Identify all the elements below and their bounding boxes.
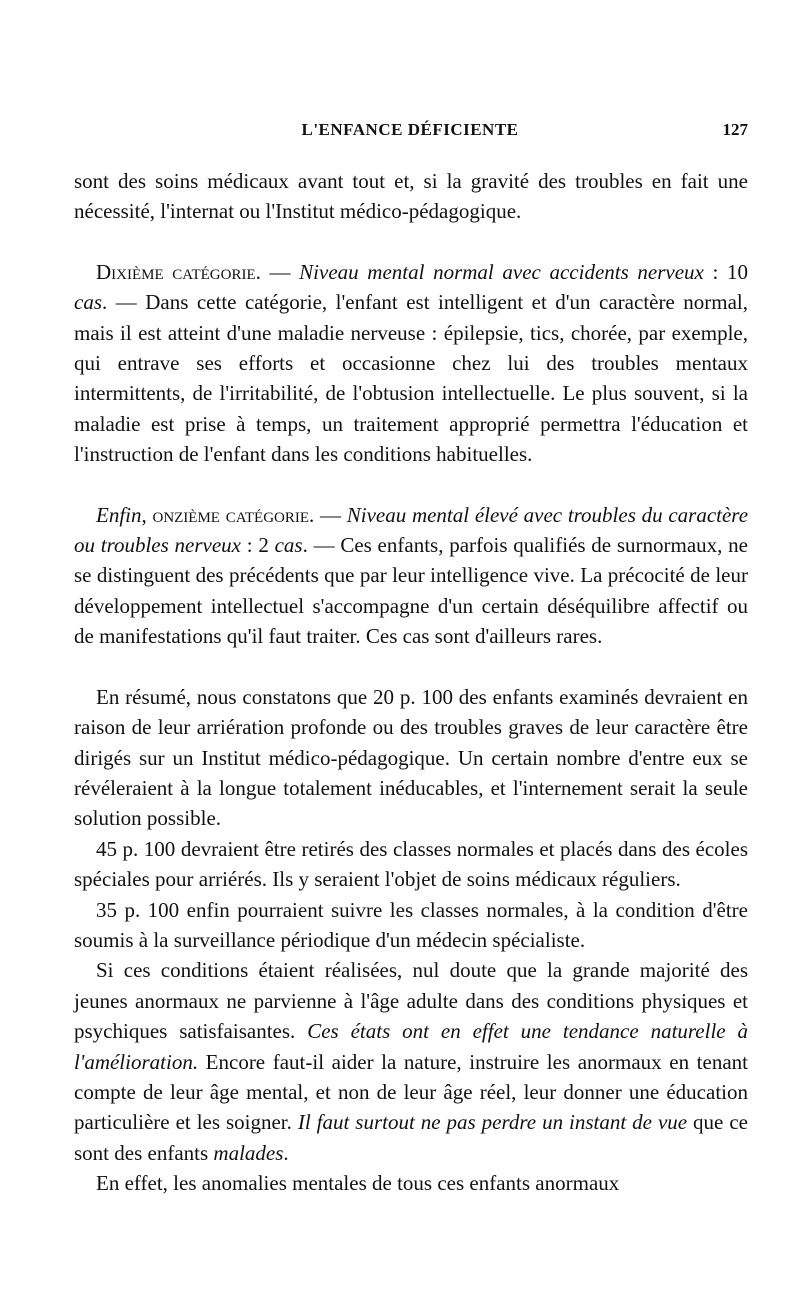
- paragraph-eleventh-category: [74, 500, 748, 652]
- text-run: . — Ces enfants, parfois qualifiés de surnormaux, ne se distinguent des précédents que par leur intelligence vive. La précocité de leur développement intellectuel s'accompagne d'un certain déséquilibre affectif ou de manifestations qu'il faut traiter. Ces cas sont d'ailleurs rares.: [74, 533, 748, 649]
- body-text: [74, 166, 748, 1199]
- text-run: : 10: [703, 259, 749, 284]
- text-run: .: [283, 1140, 289, 1165]
- text-run: ,: [141, 502, 153, 527]
- text-run: cas: [74, 290, 102, 315]
- page-header: [72, 118, 748, 146]
- text-run: Encore faut-il aider la nature, instruire les anormaux en tenant compte de leur âge mental, et non de leur âge réel, leur donner une éducation particulière et les soigner.: [74, 1049, 748, 1135]
- paragraph-en-effet: [74, 1168, 748, 1198]
- text-run: onzième catégorie: [152, 502, 310, 527]
- text-run: . —: [309, 502, 347, 527]
- paragraph-conditions: [74, 955, 748, 1168]
- text-run: Ces états ont en effet une tendance naturelle à l'amélioration.: [74, 1019, 749, 1074]
- paragraph-summary: [74, 682, 748, 834]
- text-run: . — Dans cette catégorie, l'enfant est intelligent et d'un caractère normal, mais il est atteint d'une maladie nerveuse : épilepsie, tics, chorée, par exemple, qui entrave ses efforts et occasionne chez lui des troubles mentaux intermittents, de l'irritabilité, de l'obtusion intellectuelle. Le plus souvent, si la maladie est prise à temps, un traitement approprié permettra l'éducation et l'instruction de l'enfant dans les conditions habituelles.: [74, 290, 748, 467]
- paragraph-35-percent: [74, 895, 748, 956]
- text-run: Si ces conditions étaient réalisées, nul doute que la grande majorité des jeunes anormaux ne parvienne à l'âge adulte dans des conditions physiques et psychiques satisfaisantes.: [74, 958, 748, 1044]
- text-run: 45 p. 100 devraient être retirés des classes normales et placés dans des écoles spéciales pour arriérés. Ils y seraient l'objet de soins médicaux réguliers.: [74, 836, 748, 892]
- paragraph-continuation: [74, 166, 748, 227]
- text-run: Dixième catégorie: [96, 259, 256, 284]
- paragraph-45-percent: [74, 834, 748, 895]
- text-run: Enfin: [96, 502, 142, 527]
- text-run: Niveau mental élevé avec troubles du caractère ou troubles nerveux: [74, 502, 749, 558]
- text-run: 35 p. 100 enfin pourraient suivre les classes normales, à la condition d'être soumis à la surveillance périodique d'un médecin spécialiste.: [74, 897, 748, 952]
- text-run: malades: [213, 1140, 284, 1165]
- text-run: : 2: [241, 533, 275, 558]
- text-run: Il faut surtout ne pas perdre un instant de vue: [297, 1110, 688, 1135]
- page-number: 127: [722, 120, 748, 139]
- text-run: En effet, les anomalies mentales de tous ces enfants anormaux: [96, 1171, 620, 1196]
- running-title: L'ENFANCE DÉFICIENTE: [301, 120, 519, 139]
- text-run: Niveau mental normal avec accidents nerveux: [299, 259, 704, 284]
- paragraph-tenth-category: [74, 257, 748, 470]
- text-run: En résumé, nous constatons que 20 p. 100 des enfants examinés devraient en raison de leur arriération profonde ou des troubles graves de leur caractère être dirigés sur un Institut médico-pédagogique. Un certain nombre d'entre eux se révéleraient à la longue totalement inéducables, et l'internement serait la seule solution possible.: [74, 684, 748, 831]
- text-run: . —: [255, 259, 300, 284]
- text-run: cas: [274, 533, 303, 558]
- text-run: sont des soins médicaux avant tout et, si la gravité des troubles en fait une nécessité, l'internat ou l'Institut médico-pédagogique.: [74, 169, 748, 224]
- text-run: que ce sont des enfants: [74, 1110, 748, 1165]
